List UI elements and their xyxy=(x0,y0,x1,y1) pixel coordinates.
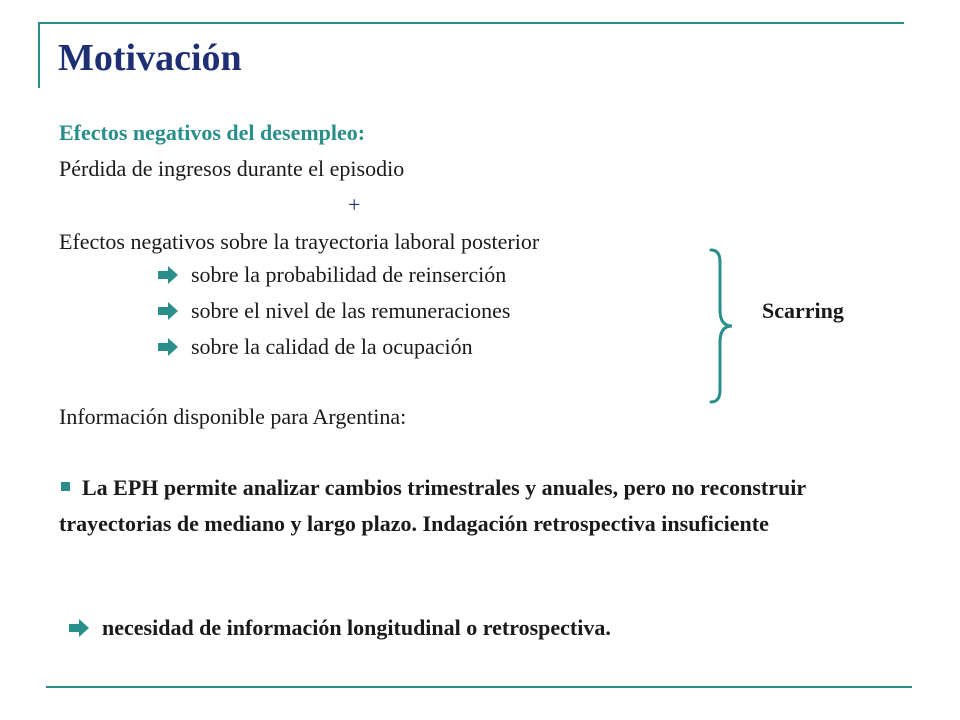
effect-label: sobre la probabilidad de reinserción xyxy=(191,262,507,287)
plus-sign: + xyxy=(348,192,361,217)
section-subtitle: Efectos negativos del desempleo: xyxy=(59,120,366,145)
right-arrow-icon xyxy=(68,618,90,638)
eph-bullet xyxy=(59,470,909,542)
conclusion-line xyxy=(68,615,611,641)
bottom-rule xyxy=(46,686,912,688)
effect-item-reinsertion xyxy=(157,262,506,288)
eph-bullet-text: La EPH permite analizar cambios trimestrales y anuales, pero no reconstruir trayectorias de mediano y largo plazo. Indagación retrospectiva insuficiente xyxy=(59,475,806,536)
info-heading: Información disponible para Argentina: xyxy=(59,404,407,429)
right-arrow-icon xyxy=(157,301,179,321)
effect-label: sobre la calidad de la ocupación xyxy=(191,334,473,359)
slide-title: Motivación xyxy=(58,37,242,79)
effect-item-quality xyxy=(157,334,473,360)
effect-label: sobre el nivel de las remuneraciones xyxy=(191,298,511,323)
scarring-label: Scarring xyxy=(762,298,844,323)
left-rule xyxy=(38,22,40,88)
right-arrow-icon xyxy=(157,265,179,285)
curly-brace-icon xyxy=(708,248,738,409)
square-bullet-icon xyxy=(61,482,70,491)
trajectory-line: Efectos negativos sobre la trayectoria laboral posterior xyxy=(59,229,540,254)
top-rule xyxy=(38,22,904,24)
effect-item-remuneration xyxy=(157,298,510,324)
right-arrow-icon xyxy=(157,337,179,357)
conclusion-text: necesidad de información longitudinal o retrospectiva. xyxy=(102,615,611,640)
income-loss-line: Pérdida de ingresos durante el episodio xyxy=(59,156,405,181)
